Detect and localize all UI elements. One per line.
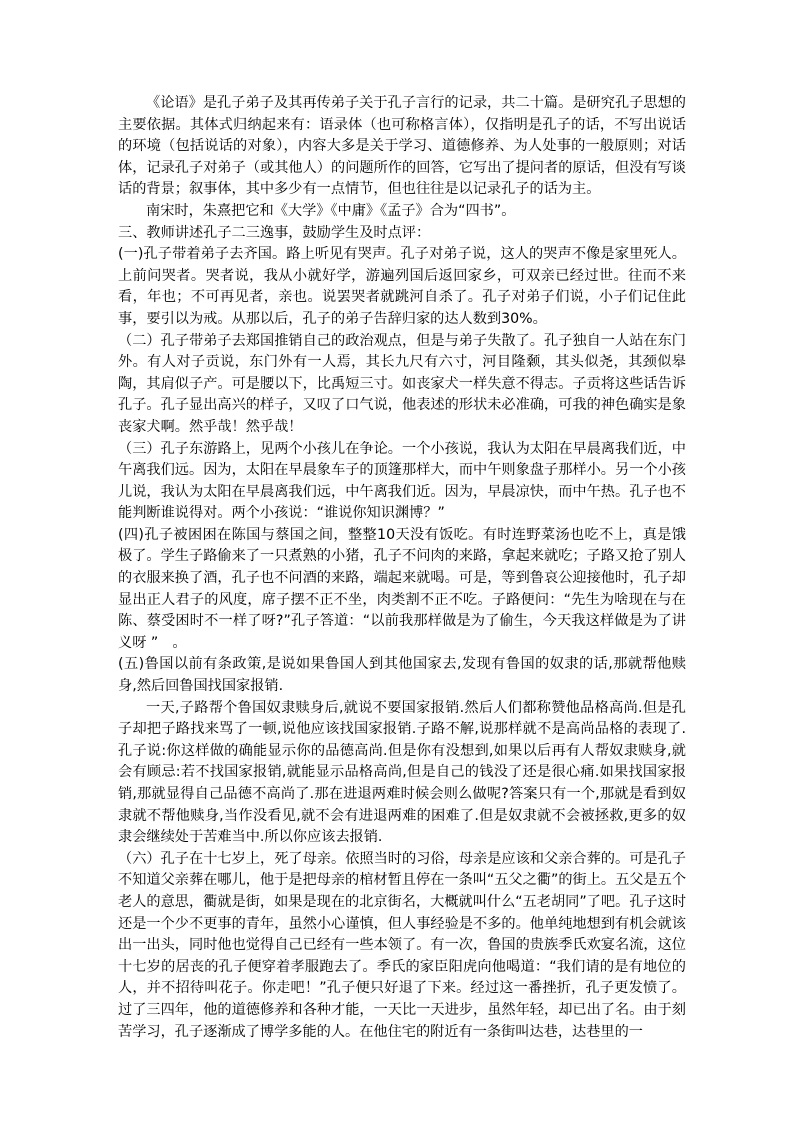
anecdote-5: (五)鲁国以前有条政策,是说如果鲁国人到其他国家去,发现有鲁国的奴隶的话,那就帮他赎身,然后回鲁国找国家报销. bbox=[118, 656, 686, 695]
section-heading-anecdotes: 三、教师讲述孔子二三逸事，鼓励学生及时点评： bbox=[118, 224, 431, 241]
anecdote-3: （三）孔子东游路上，见两个小孩儿在争论。一个小孩说，我认为太阳在早晨离我们近，中午离我们远。因为，太阳在早晨象车子的顶篷那样大，而中午则象盘子那样小。另一个小孩儿说，我认为太阳在早晨离我们远，中午离我们近。因为，早晨凉快，而中午热。孔子也不能判断谁说得对。两个小孩说：“谁说你知识渊博？” bbox=[118, 440, 686, 522]
anecdote-4: (四)孔子被困困在陈国与蔡国之间，整整10天没有饭吃。有时连野菜汤也吃不上，真是饿极了。学生子路偷来了一只煮熟的小猪，孔子不问肉的来路，拿起来就吃；子路又抢了别人的衣服来换了酒，孔子也不问酒的来路，端起来就喝。可是，等到鲁哀公迎接他时，孔子却显出正人君子的风度，席子摆不正不坐，肉类割不正不吃。子路便问：“先生为啥现在与在陈、蔡受困时不一样了呀?”孔子答道：“以前我那样做是为了偷生，今天我这样做是为了讲义呀 ” 。 bbox=[118, 526, 686, 651]
document-body bbox=[118, 93, 686, 1043]
anecdote-2: （二）孔子带弟子去郑国推销自己的政治观点，但是与弟子失散了。孔子独自一人站在东门外。有人对子贡说，东门外有一人焉，其长九尺有六寸，河目隆颡，其头似尧，其颈似皋陶，其肩似子产。可是腰以下，比禹短三寸。如丧家犬一样失意不得志。子贡将这些话告诉孔子。孔子显出高兴的样子，又叹了口气说，他表述的形状未必准确，可我的神色确实是象丧家犬啊。然乎哉！然乎哉！ bbox=[118, 332, 686, 435]
paragraph-si-shu: 南宋时，朱熹把它和《大学》《中庸》《孟子》合为“四书”。 bbox=[146, 202, 516, 219]
anecdote-1: (一)孔子带着弟子去齐国。路上听见有哭声。孔子对弟子说，这人的哭声不像是家里死人。上前问哭者。哭者说，我从小就好学，游遍列国后返回家乡，可双亲已经过世。往而不来看，年也；不可再见者，亲也。说罢哭者就跳河自杀了。孔子对弟子们说，小子们记住此事，要引以为戒。从那以后，孔子的弟子告辞归家的达人数到30%。 bbox=[118, 246, 686, 327]
anecdote-5-continued: 一天,子路帮个鲁国奴隶赎身后,就说不要国家报销.然后人们都称赞他品格高尚.但是孔子却把子路找来骂了一顿,说他应该找国家报销.子路不解,说那样就不是高尚品格的表现了.孔子说:你这样做的确能显示你的品德高尚.但是你有没想到,如果以后再有人帮奴隶赎身,就会有顾忌:若不找国家报销,就能显示品格高尚,但是自己的钱没了还是很心痛.如果找国家报销,那就显得自己品德不高尚了.那在进退两难时候会则么做呢?答案只有一个,那就是看到奴隶就不帮他赎身,当作没看见,就不会有进退两难的困难了.但是奴隶就不会被拯救,更多的奴隶会继续处于苦难当中.所以你应该去报销. bbox=[118, 699, 686, 846]
anecdote-6: （六）孔子在十七岁上，死了母亲。依照当时的习俗，母亲是应该和父亲合葬的。可是孔子不知道父亲葬在哪儿，他于是把母亲的棺材暂且停在一条叫“五父之衢”的街上。五父是五个老人的意思，衢就是街，如果是现在的北京街名，大概就叫什么“五老胡同”了吧。孔子这时还是一个少不更事的青年，虽然小心谨慎，但人事经验是不多的。他单纯地想到有机会就该出一出头，同时他也觉得自己已经有一些本领了。有一次，鲁国的贵族季氏欢宴名流，这位十七岁的居丧的孔子便穿着孝服跑去了。季氏的家臣阳虎向他喝道：“我们请的是有地位的人，并不招待叫花子。你走吧！”孔子便只好退了下来。经过这一番挫折，孔子更发愤了。过了三四年，他的道德修养和各种才能，一天比一天进步，虽然年轻，却已出了名。由于刻苦学习，孔子逐渐成了博学多能的人。在他住宅的附近有一条街叫达巷，达巷里的一 bbox=[118, 850, 687, 1040]
paragraph-lunyu-intro: 《论语》是孔子弟子及其再传弟子关于孔子言行的记录，共二十篇。是研究孔子思想的主要依据。其体式归纳起来有：语录体（也可称格言体），仅指明是孔子的话，不写出说话的环境（包括说话的对象），内容大多是关于学习、道德修养、为人处事的一般原则；对话体，记录孔子对弟子（或其他人）的问题所作的回答，它写出了提问者的原话，但没有写谈话的背景；叙事体，其中多少有一点情节，但也往往是以记录孔子的话为主。 bbox=[118, 95, 686, 198]
